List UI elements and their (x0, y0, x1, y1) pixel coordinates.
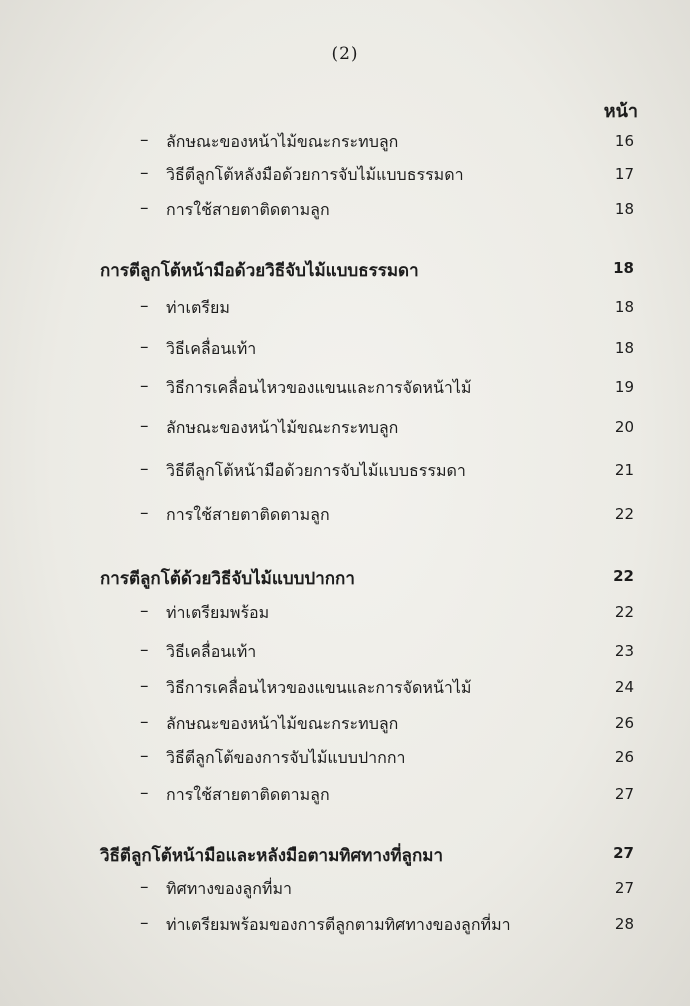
toc-item-page: 18 (614, 298, 634, 316)
bullet-dash: – (140, 296, 149, 316)
toc-item-page: 22 (614, 505, 634, 523)
toc-item-page: 26 (614, 748, 634, 766)
toc-item (0, 640, 690, 666)
toc-item (0, 676, 690, 702)
toc-item (0, 712, 690, 738)
bullet-dash: – (140, 130, 149, 150)
bullet-dash: – (140, 503, 149, 523)
toc-item-page: 23 (614, 642, 634, 660)
toc-item (0, 130, 690, 156)
bullet-dash: – (140, 601, 149, 621)
bullet-dash: – (140, 163, 149, 183)
toc-item (0, 296, 690, 322)
toc-item-label: วิธีเคลื่อนเท้า (166, 339, 257, 358)
bullet-dash: – (140, 459, 149, 479)
toc-section-page: 18 (613, 259, 634, 277)
toc-item-label: วิธีการเคลื่อนไหวของแขนและการจัดหน้าไม้ (166, 678, 472, 697)
toc-item (0, 503, 690, 529)
toc-item-label: การใช้สายตาติดตามลูก (166, 505, 330, 524)
toc-item (0, 337, 690, 363)
toc-section (0, 842, 690, 868)
toc-item-label: วิธีเคลื่อนเท้า (166, 642, 257, 661)
bullet-dash: – (140, 783, 149, 803)
bullet-dash: – (140, 712, 149, 732)
toc-item-label: วิธีการเคลื่อนไหวของแขนและการจัดหน้าไม้ (166, 378, 472, 397)
toc-item (0, 459, 690, 485)
toc-section (0, 565, 690, 591)
toc-item (0, 746, 690, 772)
toc-item (0, 376, 690, 402)
toc-item-page: 26 (614, 714, 634, 732)
toc-item-label: ลักษณะของหน้าไม้ขณะกระทบลูก (166, 132, 399, 151)
toc-item-label: การใช้สายตาติดตามลูก (166, 785, 330, 804)
toc-item-page: 24 (614, 678, 634, 696)
toc-item (0, 913, 690, 939)
toc-item-label: วิธีตีลูกโต้หน้ามือด้วยการจับไม้แบบธรรมดา (166, 461, 466, 480)
toc-item-label: วิธีตีลูกโต้หลังมือด้วยการจับไม้แบบธรรมดา (166, 165, 464, 184)
bullet-dash: – (140, 337, 149, 357)
toc-section-label: การตีลูกโต้หน้ามือด้วยวิธีจับไม้แบบธรรมดา (100, 261, 419, 281)
toc-item-label: ท่าเตรียมพร้อม (166, 603, 270, 622)
toc-section (0, 257, 690, 283)
toc-item-page: 20 (614, 418, 634, 436)
toc-item-page: 22 (614, 603, 634, 621)
toc-item-label: การใช้สายตาติดตามลูก (166, 200, 330, 219)
toc-item-page: 27 (614, 785, 634, 803)
toc-item-page: 18 (614, 339, 634, 357)
bullet-dash: – (140, 913, 149, 933)
bullet-dash: – (140, 676, 149, 696)
toc-item-label: ท่าเตรียมพร้อมของการตีลูกตามทิศทางของลูกที่มา (166, 915, 511, 934)
toc-item-label: ลักษณะของหน้าไม้ขณะกระทบลูก (166, 418, 399, 437)
bullet-dash: – (140, 416, 149, 436)
toc-item-page: 16 (614, 132, 634, 150)
bullet-dash: – (140, 198, 149, 218)
bullet-dash: – (140, 640, 149, 660)
toc-item-page: 27 (614, 879, 634, 897)
toc-item-page: 19 (614, 378, 634, 396)
toc-item-label: ท่าเตรียม (166, 298, 230, 317)
bullet-dash: – (140, 376, 149, 396)
toc-item (0, 416, 690, 442)
toc-section-label: การตีลูกโต้ด้วยวิธีจับไม้แบบปากกา (100, 569, 355, 589)
toc-item-label: ลักษณะของหน้าไม้ขณะกระทบลูก (166, 714, 399, 733)
toc-item-page: 18 (614, 200, 634, 218)
bullet-dash: – (140, 877, 149, 897)
toc-item-page: 28 (614, 915, 634, 933)
toc-item-label: วิธีตีลูกโต้ของการจับไม้แบบปากกา (166, 748, 406, 767)
toc-item (0, 601, 690, 627)
toc-item (0, 198, 690, 224)
toc-item-label: ทิศทางของลูกที่มา (166, 879, 292, 898)
page-column-label: หน้า (603, 101, 638, 122)
page-number: (2) (331, 44, 359, 64)
toc-item (0, 783, 690, 809)
toc-item-page: 21 (614, 461, 634, 479)
toc-item-page: 17 (614, 165, 634, 183)
toc-item (0, 877, 690, 903)
toc-item (0, 163, 690, 189)
toc-section-label: วิธีตีลูกโต้หน้ามือและหลังมือตามทิศทางที่ลูกมา (100, 846, 443, 866)
toc-section-page: 27 (613, 844, 634, 862)
bullet-dash: – (140, 746, 149, 766)
toc-section-page: 22 (613, 567, 634, 585)
